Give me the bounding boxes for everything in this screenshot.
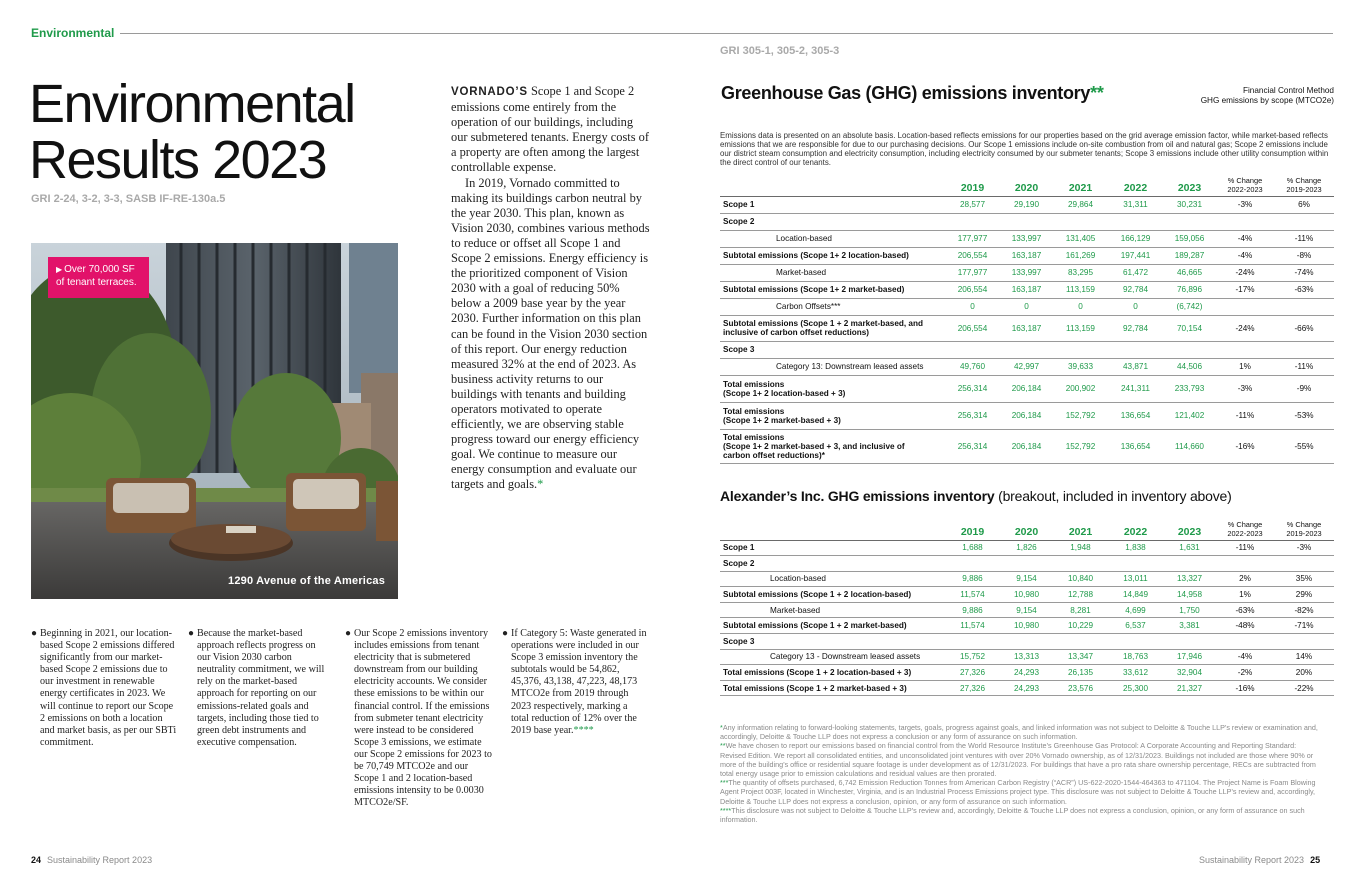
bullet-dot-icon: ● — [188, 628, 195, 639]
cell-pct: -11% — [1216, 402, 1274, 429]
cell-pct: -4% — [1216, 649, 1274, 665]
cell-pct: -4% — [1216, 230, 1274, 247]
ghg-inventory-title — [721, 83, 1104, 104]
footer-left — [31, 855, 152, 865]
table-row — [720, 680, 1334, 696]
ghg-inventory-table — [720, 170, 1334, 464]
cell-value: 24,293 — [1000, 680, 1053, 696]
cell-value: 10,980 — [1000, 618, 1053, 634]
footnote-marker: ** — [1090, 83, 1104, 103]
cell-pct: -63% — [1274, 281, 1334, 298]
cell-value: 10,980 — [1000, 587, 1053, 603]
cell-value: 18,763 — [1108, 649, 1163, 665]
year-header: 2023 — [1177, 525, 1202, 538]
gri-reference-right: GRI 305-1, 305-2, 305-3 — [720, 45, 840, 57]
row-label: Scope 3 — [720, 341, 1334, 358]
cell-value: 11,574 — [945, 618, 1000, 634]
table-row — [720, 665, 1334, 681]
cell-value: 166,129 — [1108, 230, 1163, 247]
footnote — [720, 741, 1324, 778]
intro-paragraph-1 — [451, 84, 651, 176]
footnote-text: Any information relating to forward-looking statements, targets, goals, progress against goals, and linked information was not subject to Deloitte & Touche LLP’s review or examination and, accordingly, Deloitte & Touche LLP does not express a conclusion or any form of assurance on such information. — [720, 723, 1318, 742]
bullet-item — [188, 628, 331, 749]
cell-value: 1,838 — [1108, 540, 1163, 556]
photo-caption: 1290 Avenue of the Americas — [228, 575, 386, 587]
alex-subtitle: (breakout, included in inventory above) — [994, 488, 1232, 504]
cell-pct: -16% — [1216, 429, 1274, 463]
year-header: 2020 — [1014, 525, 1039, 538]
cell-pct: -3% — [1216, 375, 1274, 402]
footnote — [720, 778, 1324, 806]
cell-value: 233,793 — [1163, 375, 1216, 402]
table-row — [720, 587, 1334, 603]
page-number-right: 25 — [1310, 855, 1321, 865]
method-line-2: GHG emissions by scope (MTCO2e) — [1200, 96, 1334, 105]
ghg-inventory-note: Emissions data is presented on an absolute basis. Location-based reflects emissions for our properties based on the grid average emission factor, while market-based reflects emissions that we are responsible for due to our purchasing decisions. Our Scope 1 emissions include on-site combustion from oil and natural gas; Scope 2 emissions include our district steam consumption and electricity consumption, including electricity consumed by our submeter tenants; Scope 3 emissions include other utility consumption within the direct control of our tenants. — [720, 131, 1329, 168]
bullet-item — [345, 628, 492, 809]
cell-value: 21,327 — [1163, 680, 1216, 696]
cell-value: 12,788 — [1053, 587, 1108, 603]
row-label — [720, 375, 945, 402]
cell-value: 177,977 — [945, 264, 1000, 281]
cell-pct: 35% — [1274, 571, 1334, 587]
cell-value: 9,154 — [1000, 571, 1053, 587]
cell-value: 200,902 — [1053, 375, 1108, 402]
cell-pct — [1216, 298, 1274, 315]
pct-header-line-2: 2022-2023 — [1227, 184, 1263, 194]
cell-value: 206,554 — [945, 281, 1000, 298]
table-row — [720, 298, 1334, 315]
cell-pct: 20% — [1274, 665, 1334, 681]
cell-pct: -53% — [1274, 402, 1334, 429]
bullet-dot-icon: ● — [502, 628, 509, 639]
cell-pct: 2% — [1216, 571, 1274, 587]
footnote — [720, 723, 1324, 741]
table-row — [720, 358, 1334, 375]
cell-value: 206,184 — [1000, 429, 1053, 463]
cell-value: 177,977 — [945, 230, 1000, 247]
footnote-marker: *** — [720, 778, 729, 788]
cell-value: 70,154 — [1163, 315, 1216, 341]
cell-value: 32,904 — [1163, 665, 1216, 681]
row-label: Total emissions (Scope 1 + 2 location-based + 3) — [720, 665, 945, 681]
year-header: 2023 — [1177, 181, 1202, 194]
gri-reference-left: GRI 2-24, 3-2, 3-3, SASB IF-RE-130a.5 — [31, 193, 226, 205]
footnote-text: We have chosen to report our emissions based on financial control from the World Resource Institute’s Greenhouse Gas Protocol: A Corporate Accounting and Reporting Standard: Revised Edition. We report all consolidated entities, and unconsolidated joint ventures with over 20% Vornado ownership, as of 12/31/2023. Buildings not included are those where 90% or more of the building’s office or residential square footage is under development as of 12/31/2023. For buildings that have a pro rata share ownership percentage, RECs are subtracted from total energy usage prior to emission calculations and residual values are then prorated. — [720, 741, 1316, 779]
cell-value: 13,327 — [1163, 571, 1216, 587]
cell-value: 8,281 — [1053, 602, 1108, 618]
cell-value: 11,574 — [945, 587, 1000, 603]
row-label: Total emissions (Scope 1 + 2 market-based + 3) — [720, 680, 945, 696]
alexanders-inventory-table — [720, 513, 1334, 696]
cell-value: 133,997 — [1000, 264, 1053, 281]
year-header: 2022 — [1123, 181, 1148, 194]
cell-pct: -4% — [1216, 247, 1274, 264]
pct-change-header — [1274, 170, 1334, 196]
table-row — [720, 618, 1334, 634]
footnote-marker: **** — [573, 724, 594, 736]
cell-pct: -16% — [1216, 680, 1274, 696]
row-label — [720, 402, 945, 429]
table-row — [720, 602, 1334, 618]
ghg-title-text: Greenhouse Gas (GHG) emissions inventory — [721, 83, 1091, 103]
year-header: 2022 — [1123, 525, 1148, 538]
bullet-dot-icon: ● — [31, 628, 38, 639]
badge-line-1: Over 70,000 SF — [64, 264, 135, 275]
cell-pct: 29% — [1274, 587, 1334, 603]
bullet-item — [502, 628, 647, 737]
pct-header-line-2: 2019-2023 — [1286, 184, 1322, 194]
cell-value: 114,660 — [1163, 429, 1216, 463]
intro-text — [451, 84, 651, 493]
footnotes — [720, 723, 1324, 824]
cell-pct: -82% — [1274, 602, 1334, 618]
cell-value: 0 — [945, 298, 1000, 315]
intro-paragraph-2-body: In 2019, Vornado committed to making its buildings carbon neutral by the year 2030. This plan, known as Vision 2030, combines various methods to reduce or offset all Scope 1 and Scope 2 emissions. Energy efficiency is the prioritized component of Vision 2030 with a goal of reducing 50% below a 2009 base year by the year 2030. Further information on this plan can be found in the Vision 2030 section of this report. Our energy reduction measured 32% at the end of 2023. As business activity returns to our buildings with tenants and building operators motivated to operate efficiently, we are observing stable progress toward our energy efficiency goal. We continue to measure our energy consumption and evaluate our targets and goals. — [451, 175, 650, 492]
cell-value: 159,056 — [1163, 230, 1216, 247]
cell-value: 206,184 — [1000, 402, 1053, 429]
cell-pct: -24% — [1216, 264, 1274, 281]
cell-pct — [1274, 298, 1334, 315]
row-label: Scope 2 — [720, 213, 1334, 230]
cell-value: 43,871 — [1108, 358, 1163, 375]
pct-change-header — [1216, 170, 1274, 196]
table-row — [720, 281, 1334, 298]
cell-value: 29,190 — [1000, 196, 1053, 213]
table-row — [720, 649, 1334, 665]
intro-paragraph-1-body: Scope 1 and Scope 2 emissions come entirely from the operation of our buildings, including our submetered tenants. Energy costs of a property are often among the largest controllable expense. — [451, 84, 649, 175]
bullet-text: If Category 5: Waste generated in operations were included in our Scope 3 emission inventory the subtotals would be 54,862, 45,376, 43,138, 47,223, 48,173 MTCO2e from 2019 through 2023 respectively, marking a total reduction of 12% over the 2019 base year. — [511, 628, 647, 736]
pct-change-header — [1274, 513, 1334, 540]
cell-value: 76,896 — [1163, 281, 1216, 298]
caret-right-icon: ▶ — [56, 265, 63, 274]
cell-value: 256,314 — [945, 429, 1000, 463]
cell-value: 241,311 — [1108, 375, 1163, 402]
footnote-marker: ** — [720, 741, 726, 751]
cell-value: 133,997 — [1000, 230, 1053, 247]
cell-value: 23,576 — [1053, 680, 1108, 696]
row-label-line: Subtotal emissions (Scope 1 + 2 market-based, and — [723, 319, 923, 328]
cell-value: 27,326 — [945, 680, 1000, 696]
row-label: Scope 1 — [720, 196, 945, 213]
cell-value: 9,886 — [945, 602, 1000, 618]
year-header: 2019 — [960, 525, 985, 538]
cell-value: 42,997 — [1000, 358, 1053, 375]
cell-pct: -3% — [1274, 540, 1334, 556]
row-label-line: (Scope 1+ 2 location-based + 3) — [723, 388, 846, 398]
pct-header-line-1: % Change — [1286, 175, 1322, 185]
table-header-row — [720, 513, 1334, 540]
cell-pct: -9% — [1274, 375, 1334, 402]
cell-value: 61,472 — [1108, 264, 1163, 281]
cell-value: 163,187 — [1000, 315, 1053, 341]
table-row — [720, 315, 1334, 341]
page-title-line-2: Results 2023 — [29, 130, 327, 190]
cell-pct: -55% — [1274, 429, 1334, 463]
cell-value: 1,631 — [1163, 540, 1216, 556]
cell-value: 44,506 — [1163, 358, 1216, 375]
footnote-marker: * — [537, 477, 544, 492]
cell-pct: -11% — [1216, 540, 1274, 556]
header-spacer — [720, 513, 945, 540]
cell-value: 29,864 — [1053, 196, 1108, 213]
row-label: Category 13 - Downstream leased assets — [720, 649, 945, 665]
cell-value: 1,750 — [1163, 602, 1216, 618]
header-spacer — [720, 170, 945, 196]
row-label — [720, 315, 945, 341]
cell-pct: -8% — [1274, 247, 1334, 264]
cell-pct: 14% — [1274, 649, 1334, 665]
table-row — [720, 402, 1334, 429]
cell-value: 136,654 — [1108, 402, 1163, 429]
cell-pct: -11% — [1274, 230, 1334, 247]
table-row — [720, 429, 1334, 463]
terrace-callout-badge — [48, 257, 149, 298]
bullet-item — [31, 628, 177, 749]
footer-right — [1199, 855, 1320, 865]
cell-value: 1,688 — [945, 540, 1000, 556]
cell-value: 206,184 — [1000, 375, 1053, 402]
cell-value: 13,011 — [1108, 571, 1163, 587]
bullet-text: Beginning in 2021, our location-based Scope 2 emissions differed significantly from our market-based Scope 2 emissions due to our investment in renewable energy certificates in 2023. We will continue to report our Scope 2 emissions on both a location and market basis, as per our SBTi commitment. — [40, 628, 177, 748]
table-row — [720, 213, 1334, 230]
pct-header-line-1: % Change — [1286, 519, 1322, 529]
method-label — [1160, 86, 1334, 106]
cell-pct: -74% — [1274, 264, 1334, 281]
section-tag: Environmental — [31, 26, 115, 40]
row-label: Category 13: Downstream leased assets — [720, 358, 945, 375]
footnote-marker: **** — [720, 805, 732, 815]
cell-value: 10,229 — [1053, 618, 1108, 634]
footnote-text: This disclosure was not subject to Deloitte & Touche LLP’s review and, accordingly, Deloitte & Touche LLP does not express a conclusion, opinion, or any form of assurance on such information. — [720, 805, 1305, 825]
cell-value: 3,381 — [1163, 618, 1216, 634]
cell-value: 256,314 — [945, 375, 1000, 402]
cell-value: 4,699 — [1108, 602, 1163, 618]
cell-value: 14,849 — [1108, 587, 1163, 603]
cell-value: 10,840 — [1053, 571, 1108, 587]
cell-value: 6,537 — [1108, 618, 1163, 634]
cell-value: 121,402 — [1163, 402, 1216, 429]
page-title — [29, 76, 389, 188]
row-label-line: inclusive of carbon offset reductions) — [723, 328, 870, 337]
table-row — [720, 375, 1334, 402]
bullet-dot-icon: ● — [345, 628, 352, 639]
cell-value: 131,405 — [1053, 230, 1108, 247]
cell-value: 206,554 — [945, 247, 1000, 264]
row-label: Market-based — [720, 264, 945, 281]
cell-value: 197,441 — [1108, 247, 1163, 264]
cell-pct: -48% — [1216, 618, 1274, 634]
alex-title-text: Alexander’s Inc. GHG emissions inventory — [720, 488, 995, 504]
cell-value: 28,577 — [945, 196, 1000, 213]
pct-header-line-1: % Change — [1227, 519, 1263, 529]
table-row — [720, 556, 1334, 572]
cell-value: 31,311 — [1108, 196, 1163, 213]
table-row — [720, 247, 1334, 264]
cell-value: 14,958 — [1163, 587, 1216, 603]
report-title-right: Sustainability Report 2023 — [1199, 855, 1305, 865]
cell-value: 113,159 — [1053, 281, 1108, 298]
cell-value: 30,231 — [1163, 196, 1216, 213]
cell-value: 83,295 — [1053, 264, 1108, 281]
cell-value: 256,314 — [945, 402, 1000, 429]
pct-change-header — [1216, 513, 1274, 540]
table-row — [720, 571, 1334, 587]
row-label-line: Total emissions — [723, 406, 785, 416]
cell-value: 189,287 — [1163, 247, 1216, 264]
cell-pct: -2% — [1216, 665, 1274, 681]
pct-header-line-2: 2019-2023 — [1286, 528, 1322, 538]
cell-value: 136,654 — [1108, 429, 1163, 463]
cell-value: 33,612 — [1108, 665, 1163, 681]
badge-line-2: of tenant terraces. — [56, 277, 137, 288]
row-label: Market-based — [720, 602, 945, 618]
cell-value: 9,886 — [945, 571, 1000, 587]
top-divider — [120, 33, 1333, 34]
intro-lead: VORNADO’S — [451, 86, 528, 98]
cell-value: 0 — [1053, 298, 1108, 315]
page-title-line-1: Environmental — [29, 74, 355, 134]
table-row — [720, 196, 1334, 213]
row-label-line: Total emissions — [723, 432, 785, 442]
row-label: Subtotal emissions (Scope 1+ 2 market-based) — [720, 281, 945, 298]
table-row — [720, 341, 1334, 358]
cell-value: 27,326 — [945, 665, 1000, 681]
cell-pct: -24% — [1216, 315, 1274, 341]
table-row — [720, 264, 1334, 281]
cell-value: 26,135 — [1053, 665, 1108, 681]
year-header: 2021 — [1068, 181, 1093, 194]
row-label-line: Total emissions — [723, 379, 785, 389]
row-label: Subtotal emissions (Scope 1 + 2 location-based) — [720, 587, 945, 603]
year-header: 2019 — [960, 181, 985, 194]
cell-value: 15,752 — [945, 649, 1000, 665]
table-header-row — [720, 170, 1334, 196]
cell-value: 17,946 — [1163, 649, 1216, 665]
cell-value: 152,792 — [1053, 429, 1108, 463]
cell-value: 1,826 — [1000, 540, 1053, 556]
page-number-left: 24 — [31, 855, 42, 865]
cell-pct: 6% — [1274, 196, 1334, 213]
cell-pct: -63% — [1216, 602, 1274, 618]
year-header: 2020 — [1014, 181, 1039, 194]
row-label: Scope 3 — [720, 634, 1334, 650]
row-label: Scope 2 — [720, 556, 1334, 572]
footnote-marker: * — [720, 723, 723, 732]
pct-header-line-1: % Change — [1227, 175, 1263, 185]
cell-pct: -3% — [1216, 196, 1274, 213]
cell-value: 0 — [1000, 298, 1053, 315]
cell-value: 25,300 — [1108, 680, 1163, 696]
cell-value: 13,347 — [1053, 649, 1108, 665]
cell-pct: -22% — [1274, 680, 1334, 696]
row-label: Scope 1 — [720, 540, 945, 556]
cell-value: 39,633 — [1053, 358, 1108, 375]
cell-pct: 1% — [1216, 587, 1274, 603]
row-label: Carbon Offsets*** — [720, 298, 945, 315]
cell-value: 24,293 — [1000, 665, 1053, 681]
cell-value: 49,760 — [945, 358, 1000, 375]
row-label-line: (Scope 1+ 2 market-based + 3) — [723, 415, 841, 425]
bullet-text: Because the market-based approach reflects progress on our Vision 2030 carbon neutrality commitment, we will rely on the market-based approach for reporting on our emissions-related goals and targets, including those tied to green debt instruments and executive compensation. — [197, 628, 325, 748]
cell-value: 92,784 — [1108, 315, 1163, 341]
row-label: Subtotal emissions (Scope 1 + 2 market-based) — [720, 618, 945, 634]
cell-value: 0 — [1108, 298, 1163, 315]
cell-value: 46,665 — [1163, 264, 1216, 281]
cell-pct: -11% — [1274, 358, 1334, 375]
intro-paragraph-2 — [451, 176, 651, 493]
cell-value: 163,187 — [1000, 281, 1053, 298]
cell-value: 206,554 — [945, 315, 1000, 341]
cell-value: 163,187 — [1000, 247, 1053, 264]
report-title-left: Sustainability Report 2023 — [47, 855, 153, 865]
cell-value: 92,784 — [1108, 281, 1163, 298]
cell-value: 1,948 — [1053, 540, 1108, 556]
table-row — [720, 230, 1334, 247]
cell-pct: 1% — [1216, 358, 1274, 375]
alexanders-inventory-title — [720, 488, 1232, 504]
cell-pct: -71% — [1274, 618, 1334, 634]
cell-value: 9,154 — [1000, 602, 1053, 618]
cell-value: (6,742) — [1163, 298, 1216, 315]
pct-header-line-2: 2022-2023 — [1227, 528, 1263, 538]
row-label — [720, 429, 945, 463]
cell-pct: -66% — [1274, 315, 1334, 341]
cell-value: 13,313 — [1000, 649, 1053, 665]
row-label-line: carbon offset reductions)* — [723, 450, 825, 460]
cell-value: 161,269 — [1053, 247, 1108, 264]
cell-value: 113,159 — [1053, 315, 1108, 341]
footnote — [720, 806, 1324, 824]
row-label: Location-based — [720, 230, 945, 247]
cell-value: 152,792 — [1053, 402, 1108, 429]
row-label: Location-based — [720, 571, 945, 587]
row-label: Subtotal emissions (Scope 1+ 2 location-based) — [720, 247, 945, 264]
table-row — [720, 634, 1334, 650]
row-label-line: (Scope 1+ 2 market-based + 3, and inclusive of — [723, 441, 905, 451]
method-line-1: Financial Control Method — [1242, 86, 1334, 95]
year-header: 2021 — [1068, 525, 1093, 538]
footnote-text: The quantity of offsets purchased, 6,742 Emission Reduction Tonnes from American Carbon Registry (“ACR”) US-622-2020-1544-464363 to 471104. The Project Name is Foam Blowing Agent Project 003F, located in Winchester, Virginia, and is an Industrial Process Emissions project type. This disclosure was not subject to Deloitte & Touche LLP’s review and, accordingly, Deloitte & Touche LLP does not express a conclusion, opinion, or any form of assurance on such information. — [720, 778, 1316, 806]
table-row — [720, 540, 1334, 556]
cell-pct: -17% — [1216, 281, 1274, 298]
bullet-text: Our Scope 2 emissions inventory includes emissions from tenant electricity that is submetered downstream from our building electricity accounts. We consider these emissions to be within our financial control. If the emissions from submeter tenant electricity were instead to be considered Scope 3 emissions, we estimate our Scope 2 emissions for 2023 to be 70,749 MTCO2e and our Scope 1 and 2 location-based emissions intensity to be 0.0030 MTCO2e/SF. — [354, 628, 492, 809]
